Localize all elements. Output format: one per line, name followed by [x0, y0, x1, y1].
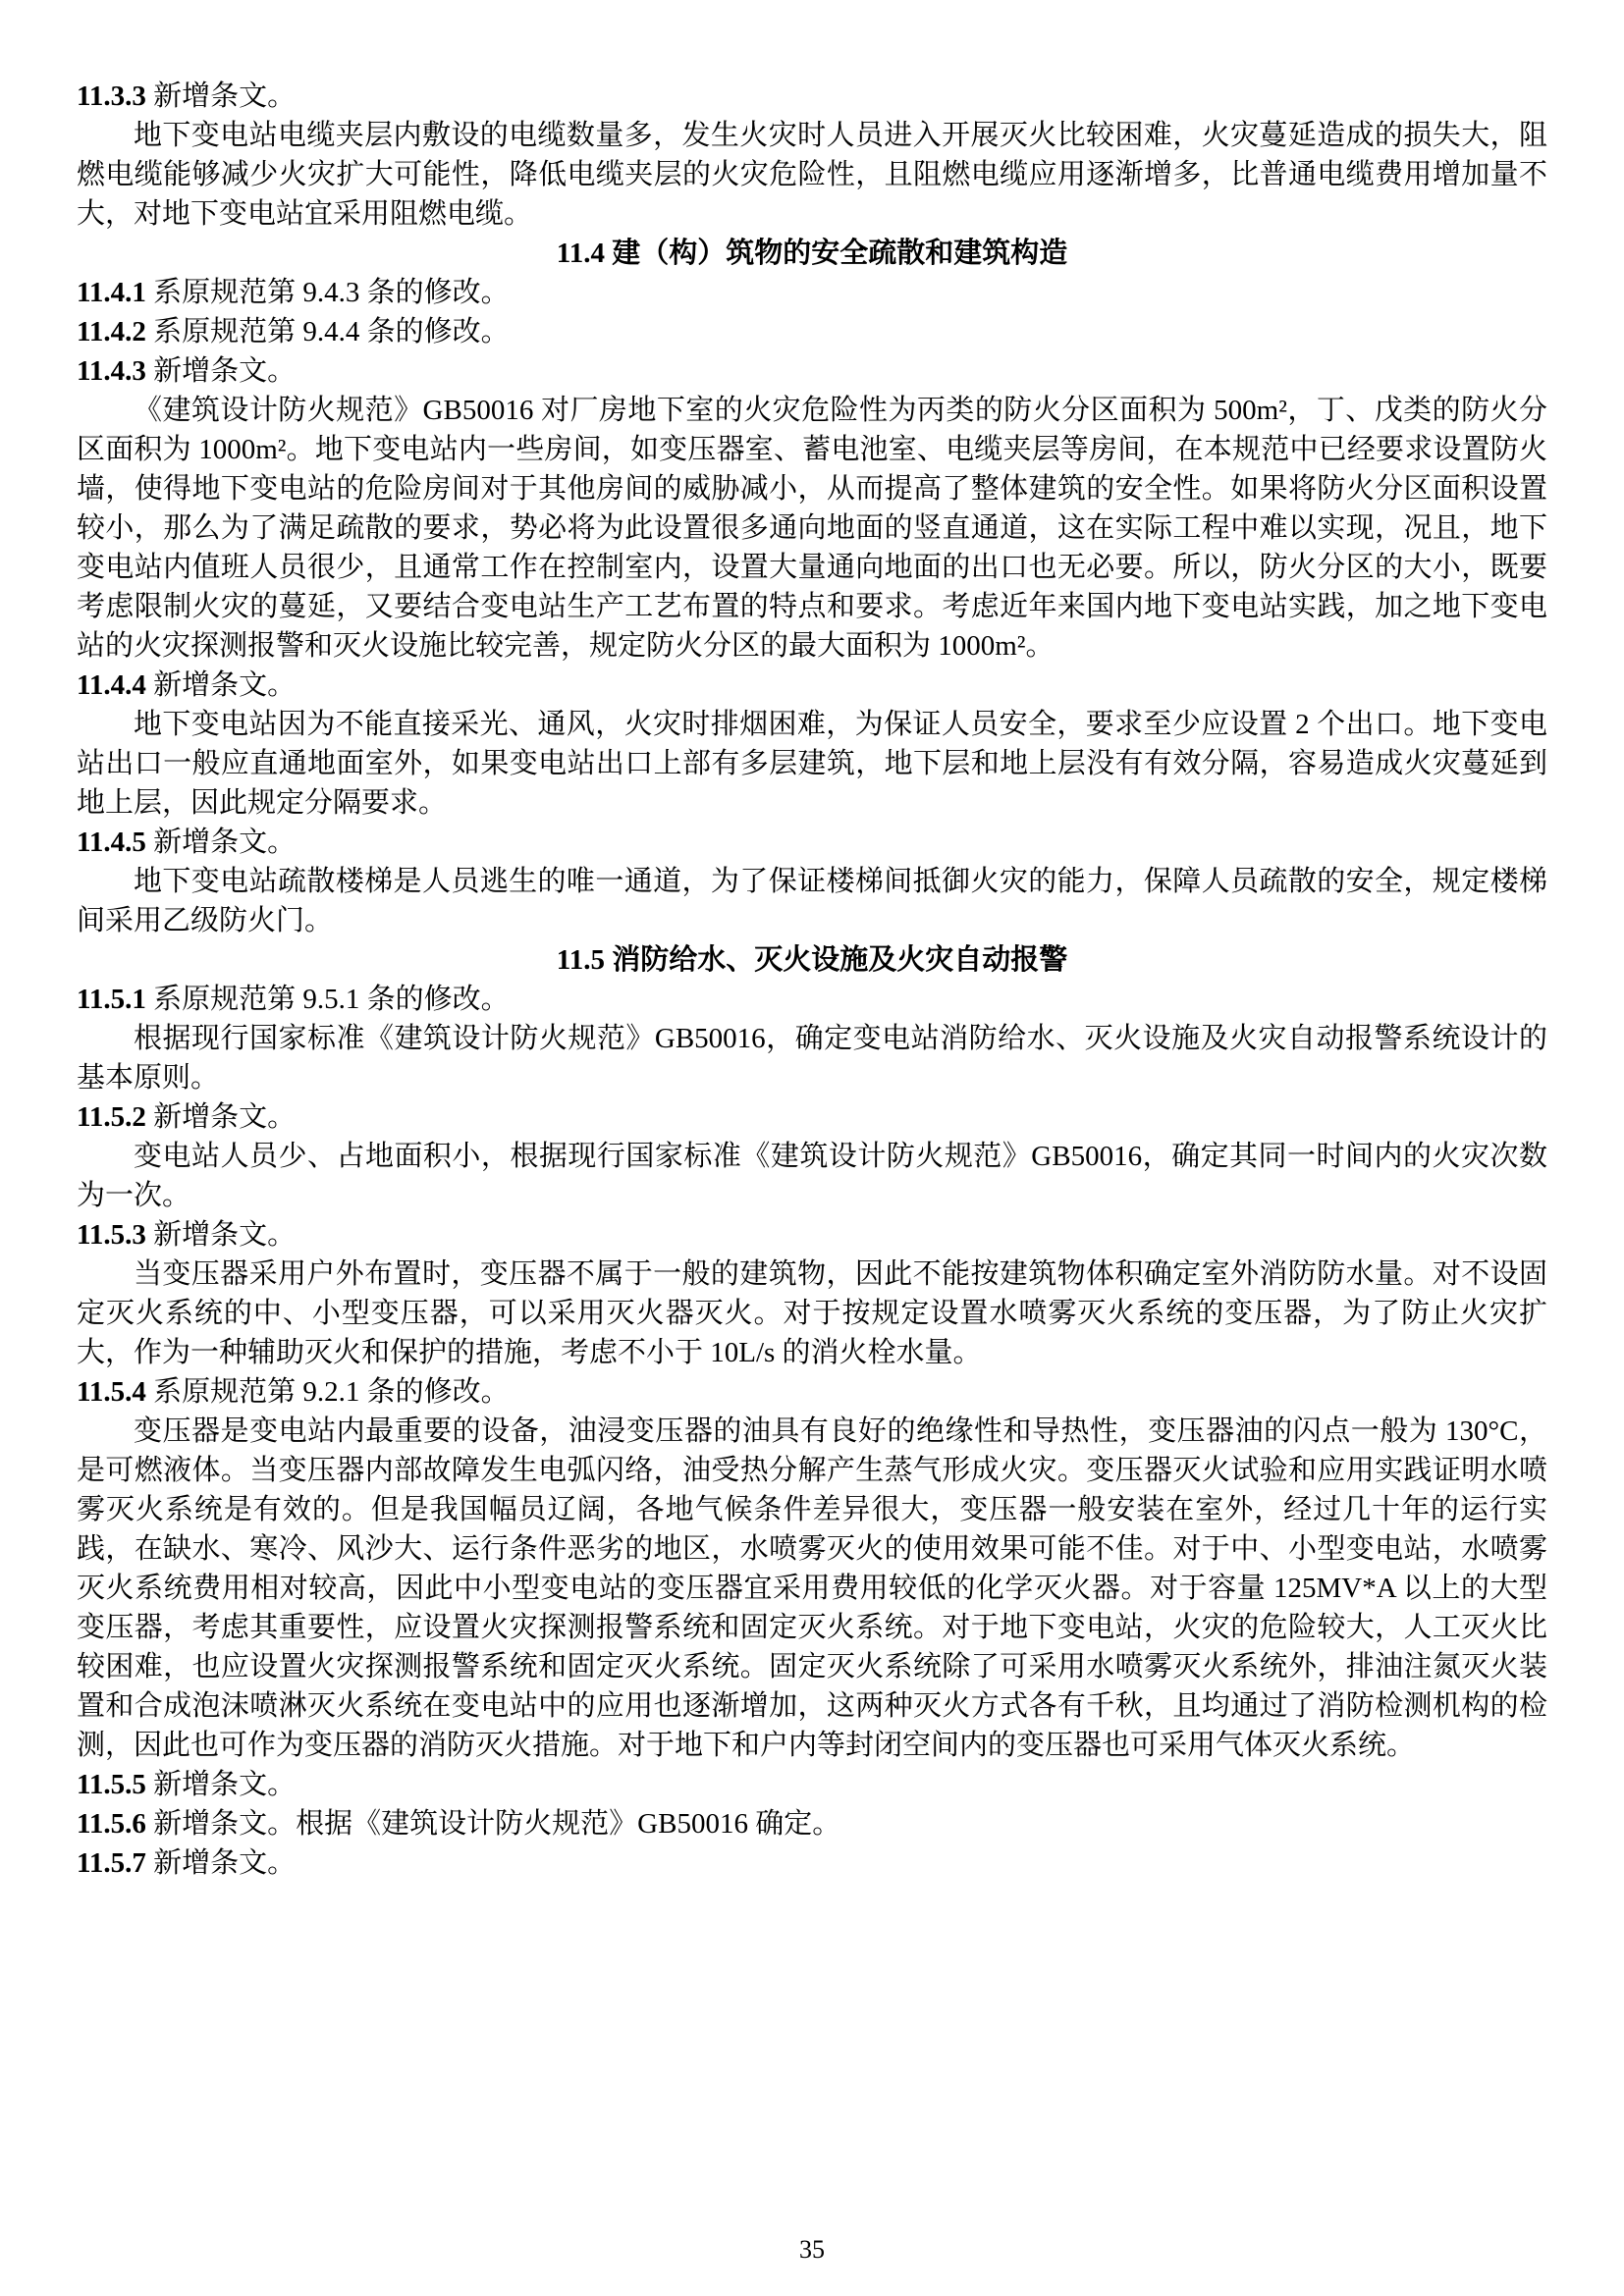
clause-text: 新增条文。	[145, 355, 297, 387]
clause-line	[77, 312, 1547, 351]
clause-text: 系原规范第 9.2.1 条的修改。	[145, 1376, 510, 1408]
clause-line	[77, 823, 1547, 862]
clause-number: 11.5.5	[77, 1769, 146, 1800]
clause-number: 11.5.3	[77, 1219, 146, 1251]
body-paragraph: 变电站人员少、占地面积小，根据现行国家标准《建筑设计防火规范》GB50016，确定其同一时间内的火灾次数为一次。	[77, 1141, 1547, 1211]
clause-line	[77, 1372, 1547, 1412]
clause-line	[77, 1097, 1547, 1137]
clause-number: 11.5.2	[77, 1101, 146, 1133]
clause-line	[77, 1765, 1547, 1804]
clause-line	[77, 1804, 1547, 1843]
clause-number: 11.5.7	[77, 1847, 146, 1879]
clause-line	[77, 980, 1547, 1019]
clause-number: 11.4.3	[77, 355, 146, 387]
clause-text: 系原规范第 9.5.1 条的修改。	[145, 984, 510, 1015]
clause-number: 11.4.1	[77, 277, 146, 308]
clause-text: 新增条文。	[145, 669, 297, 701]
clause-number: 11.4.5	[77, 827, 146, 858]
clause-text: 新增条文。	[145, 1847, 297, 1879]
body-paragraph: 当变压器采用户外布置时，变压器不属于一般的建筑物，因此不能按建筑物体积确定室外消防防水量。对不设固定灭火系统的中、小型变压器，可以采用灭火器灭火。对于按规定设置水喷雾灭火系统的变压器，为了防止火灾扩大，作为一种辅助灭火和保护的措施，考虑不小于 10L/s 的消火栓水量。	[77, 1258, 1547, 1368]
clause-number: 11.5.1	[77, 984, 146, 1015]
body-paragraph: 地下变电站疏散楼梯是人员逃生的唯一通道，为了保证楼梯间抵御火灾的能力，保障人员疏散的安全，规定楼梯间采用乙级防火门。	[77, 866, 1547, 936]
section-heading: 11.5 消防给水、灭火设施及火灾自动报警	[556, 944, 1068, 976]
clause-number: 11.5.6	[77, 1808, 146, 1840]
body-paragraph: 地下变电站因为不能直接采光、通风，火灾时排烟困难，为保证人员安全，要求至少应设置 2 个出口。地下变电站出口一般应直通地面室外，如果变电站出口上部有多层建筑，地下层和地上层没有有效分隔，容易造成火灾蔓延到地上层，因此规定分隔要求。	[77, 709, 1547, 819]
clause-text: 系原规范第 9.4.4 条的修改。	[145, 316, 510, 347]
clause-line	[77, 351, 1547, 391]
clause-text: 新增条文。	[145, 80, 297, 112]
section-heading: 11.4 建（构）筑物的安全疏散和建筑构造	[556, 238, 1068, 269]
clause-text: 新增条文。	[145, 1101, 297, 1133]
clause-number: 11.5.4	[77, 1376, 146, 1408]
document-body	[77, 77, 1547, 1883]
clause-line	[77, 273, 1547, 312]
clause-number: 11.4.2	[77, 316, 146, 347]
clause-text: 新增条文。	[145, 1769, 297, 1800]
clause-number: 11.3.3	[77, 80, 146, 112]
clause-line	[77, 666, 1547, 705]
body-paragraph: 《建筑设计防火规范》GB50016 对厂房地下室的火灾危险性为丙类的防火分区面积为 500m²，丁、戊类的防火分区面积为 1000m²。地下变电站内一些房间，如变压器室、蓄电池室、电缆夹层等房间，在本规范中已经要求设置防火墙，使得地下变电站的危险房间对于其他房间的威胁减小，从而提高了整体建筑的安全性。如果将防火分区面积设置较小，那么为了满足疏散的要求，势必将为此设置很多通向地面的竖直通道，这在实际工程中难以实现，况且，地下变电站内值班人员很少，且通常工作在控制室内，设置大量通向地面的出口也无必要。所以，防火分区的大小，既要考虑限制火灾的蔓延，又要结合变电站生产工艺布置的特点和要求。考虑近年来国内地下变电站实践，加之地下变电站的火灾探测报警和灭火设施比较完善，规定防火分区的最大面积为 1000m²。	[77, 395, 1547, 662]
page-number: 35	[799, 2235, 825, 2264]
body-paragraph: 变压器是变电站内最重要的设备，油浸变压器的油具有良好的绝缘性和导热性，变压器油的闪点一般为 130°C，是可燃液体。当变压器内部故障发生电弧闪络，油受热分解产生蒸气形成火灾。变压器灭火试验和应用实践证明水喷雾灭火系统是有效的。但是我国幅员辽阔，各地气候条件差异很大，变压器一般安装在室外，经过几十年的运行实践，在缺水、寒冷、风沙大、运行条件恶劣的地区，水喷雾灭火的使用效果可能不佳。对于中、小型变电站，水喷雾灭火系统费用相对较高，因此中小型变电站的变压器宜采用费用较低的化学灭火器。对于容量 125MV*A 以上的大型变压器，考虑其重要性，应设置火灾探测报警系统和固定灭火系统。对于地下变电站，火灾的危险较大，人工灭火比较困难，也应设置火灾探测报警系统和固定灭火系统。固定灭火系统除了可采用水喷雾灭火系统外，排油注氮灭火装置和合成泡沫喷淋灭火系统在变电站中的应用也逐渐增加，这两种灭火方式各有千秋，且均通过了消防检测机构的检测，因此也可作为变压器的消防灭火措施。对于地下和户内等封闭空间内的变压器也可采用气体灭火系统。	[77, 1415, 1547, 1761]
clause-text: 新增条文。	[145, 1219, 297, 1251]
body-paragraph: 根据现行国家标准《建筑设计防火规范》GB50016，确定变电站消防给水、灭火设施及火灾自动报警系统设计的基本原则。	[77, 1023, 1547, 1094]
clause-text: 新增条文。根据《建筑设计防火规范》GB50016 确定。	[145, 1808, 841, 1840]
clause-line	[77, 1215, 1547, 1255]
body-paragraph: 地下变电站电缆夹层内敷设的电缆数量多，发生火灾时人员进入开展灭火比较困难，火灾蔓延造成的损失大，阻燃电缆能够减少火灾扩大可能性，降低电缆夹层的火灾危险性，且阻燃电缆应用逐渐增多，比普通电缆费用增加量不大，对地下变电站宜采用阻燃电缆。	[77, 120, 1547, 230]
clause-line	[77, 1843, 1547, 1883]
clause-text: 新增条文。	[145, 827, 297, 858]
clause-line	[77, 77, 1547, 116]
clause-text: 系原规范第 9.4.3 条的修改。	[145, 277, 510, 308]
clause-number: 11.4.4	[77, 669, 146, 701]
page-footer	[0, 2235, 1624, 2265]
